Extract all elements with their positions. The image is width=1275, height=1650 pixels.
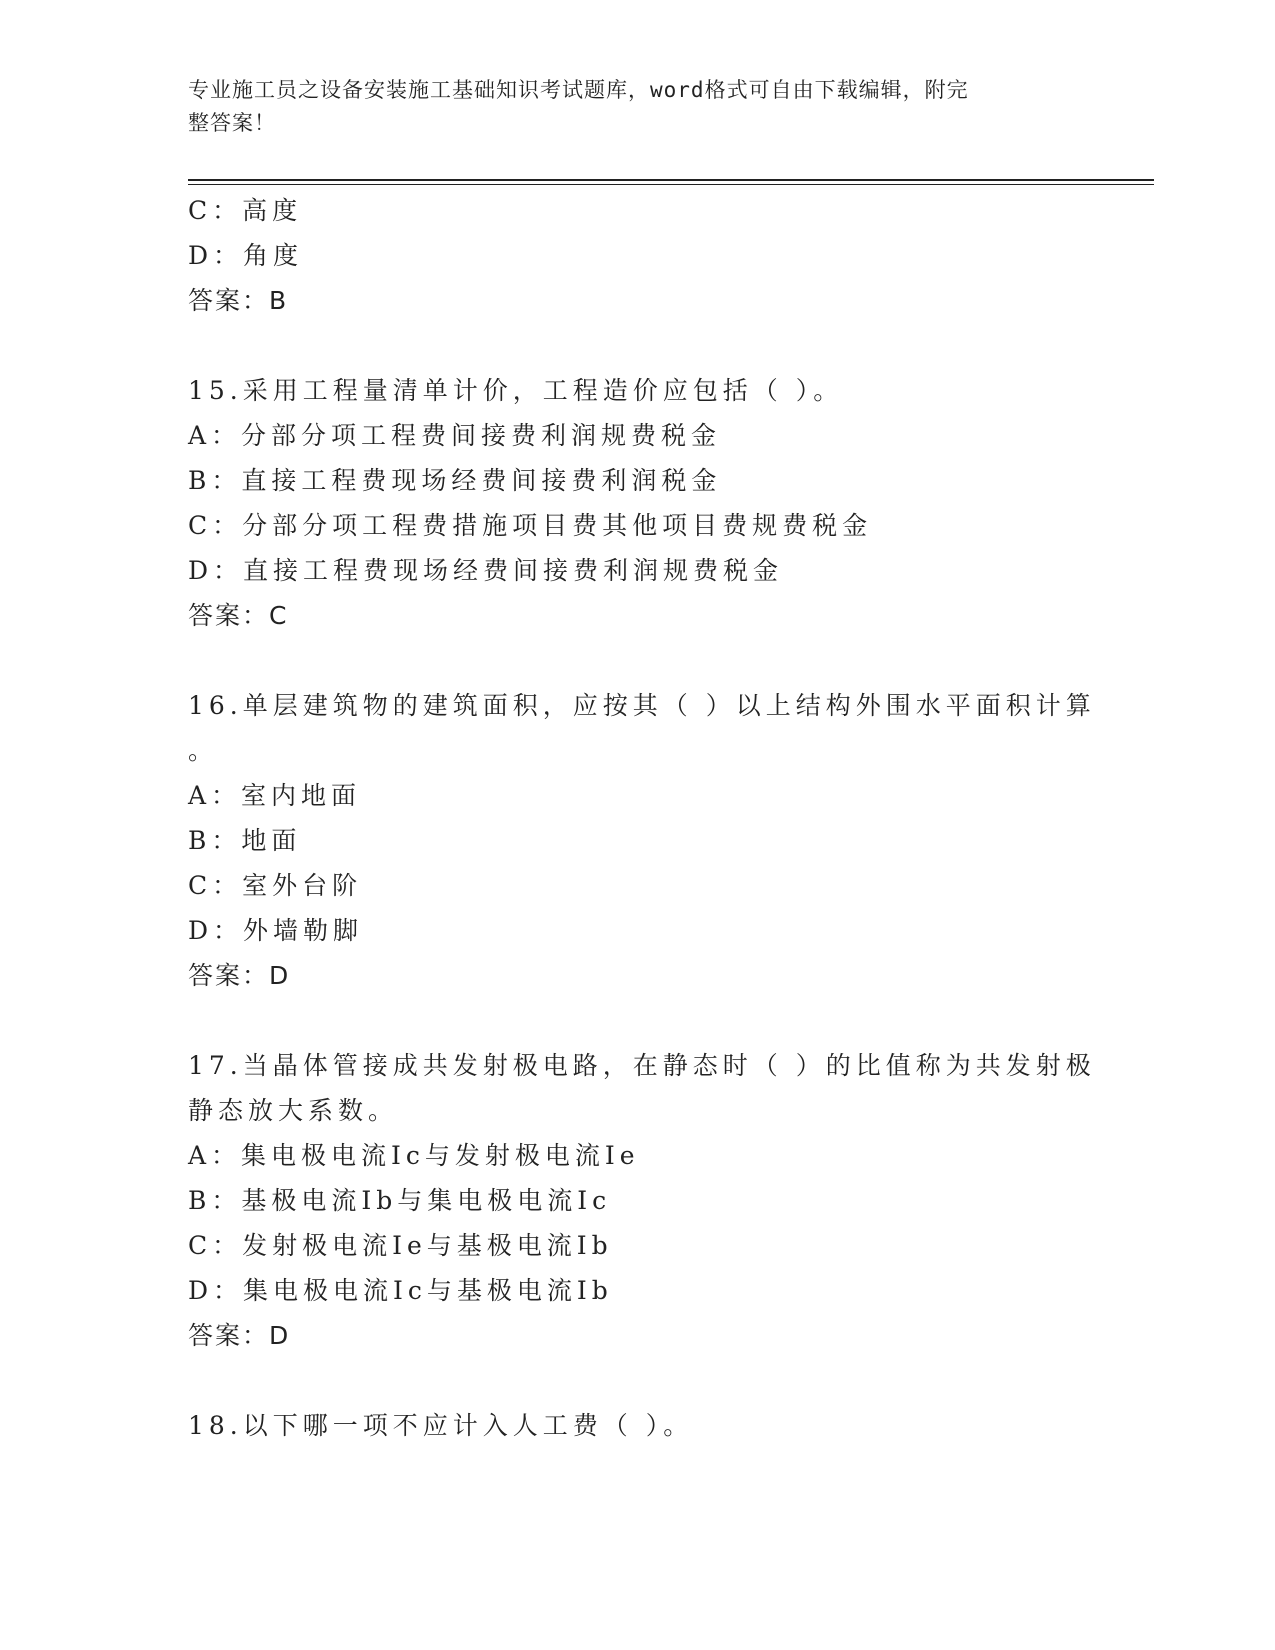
answer-17: 答案：D bbox=[188, 1321, 291, 1350]
answer-15: 答案：C bbox=[188, 601, 289, 630]
question-16-continued: 。 bbox=[188, 736, 219, 765]
question-18: 18.以下哪一项不应计入人工费（ ）。 bbox=[188, 1411, 694, 1440]
answer-14: 答案：B bbox=[188, 286, 289, 315]
question-17-continued: 静态放大系数。 bbox=[188, 1096, 399, 1125]
option-b-17: B：基极电流Ib与集电极电流Ic bbox=[188, 1186, 612, 1215]
question-15: 15.采用工程量清单计价，工程造价应包括（ ）。 bbox=[188, 376, 844, 405]
header-divider-thin bbox=[188, 184, 1154, 185]
document-header bbox=[188, 74, 1068, 140]
header-divider-thick bbox=[188, 179, 1154, 181]
option-a-16: A：室内地面 bbox=[188, 781, 362, 810]
option-b-15: B：直接工程费现场经费间接费利润税金 bbox=[188, 466, 722, 495]
option-c-16: C：室外台阶 bbox=[188, 871, 363, 900]
option-a-17: A：集电极电流Ic与发射极电流Ie bbox=[188, 1141, 640, 1170]
option-d-16: D：外墙勒脚 bbox=[188, 916, 364, 945]
option-d-15: D：直接工程费现场经费间接费利润规费税金 bbox=[188, 556, 784, 585]
option-b-16: B：地面 bbox=[188, 826, 302, 855]
answer-16: 答案：D bbox=[188, 961, 291, 990]
option-d-14: D：角度 bbox=[188, 241, 304, 270]
question-16: 16.单层建筑物的建筑面积，应按其（ ）以上结构外围水平面积计算 bbox=[188, 691, 1096, 720]
header-line-1: 专业施工员之设备安装施工基础知识考试题库，word格式可自由下载编辑，附完 bbox=[188, 78, 969, 102]
header-line-2: 整答案！ bbox=[188, 111, 276, 135]
option-a-15: A：分部分项工程费间接费利润规费税金 bbox=[188, 421, 722, 450]
question-17: 17.当晶体管接成共发射极电路，在静态时（ ）的比值称为共发射极 bbox=[188, 1051, 1096, 1080]
option-c-15: C：分部分项工程费措施项目费其他项目费规费税金 bbox=[188, 511, 873, 540]
option-d-17: D：集电极电流Ic与基极电流Ib bbox=[188, 1276, 613, 1305]
option-c-17: C：发射极电流Ie与基极电流Ib bbox=[188, 1231, 613, 1260]
option-c-14: C：高度 bbox=[188, 196, 303, 225]
